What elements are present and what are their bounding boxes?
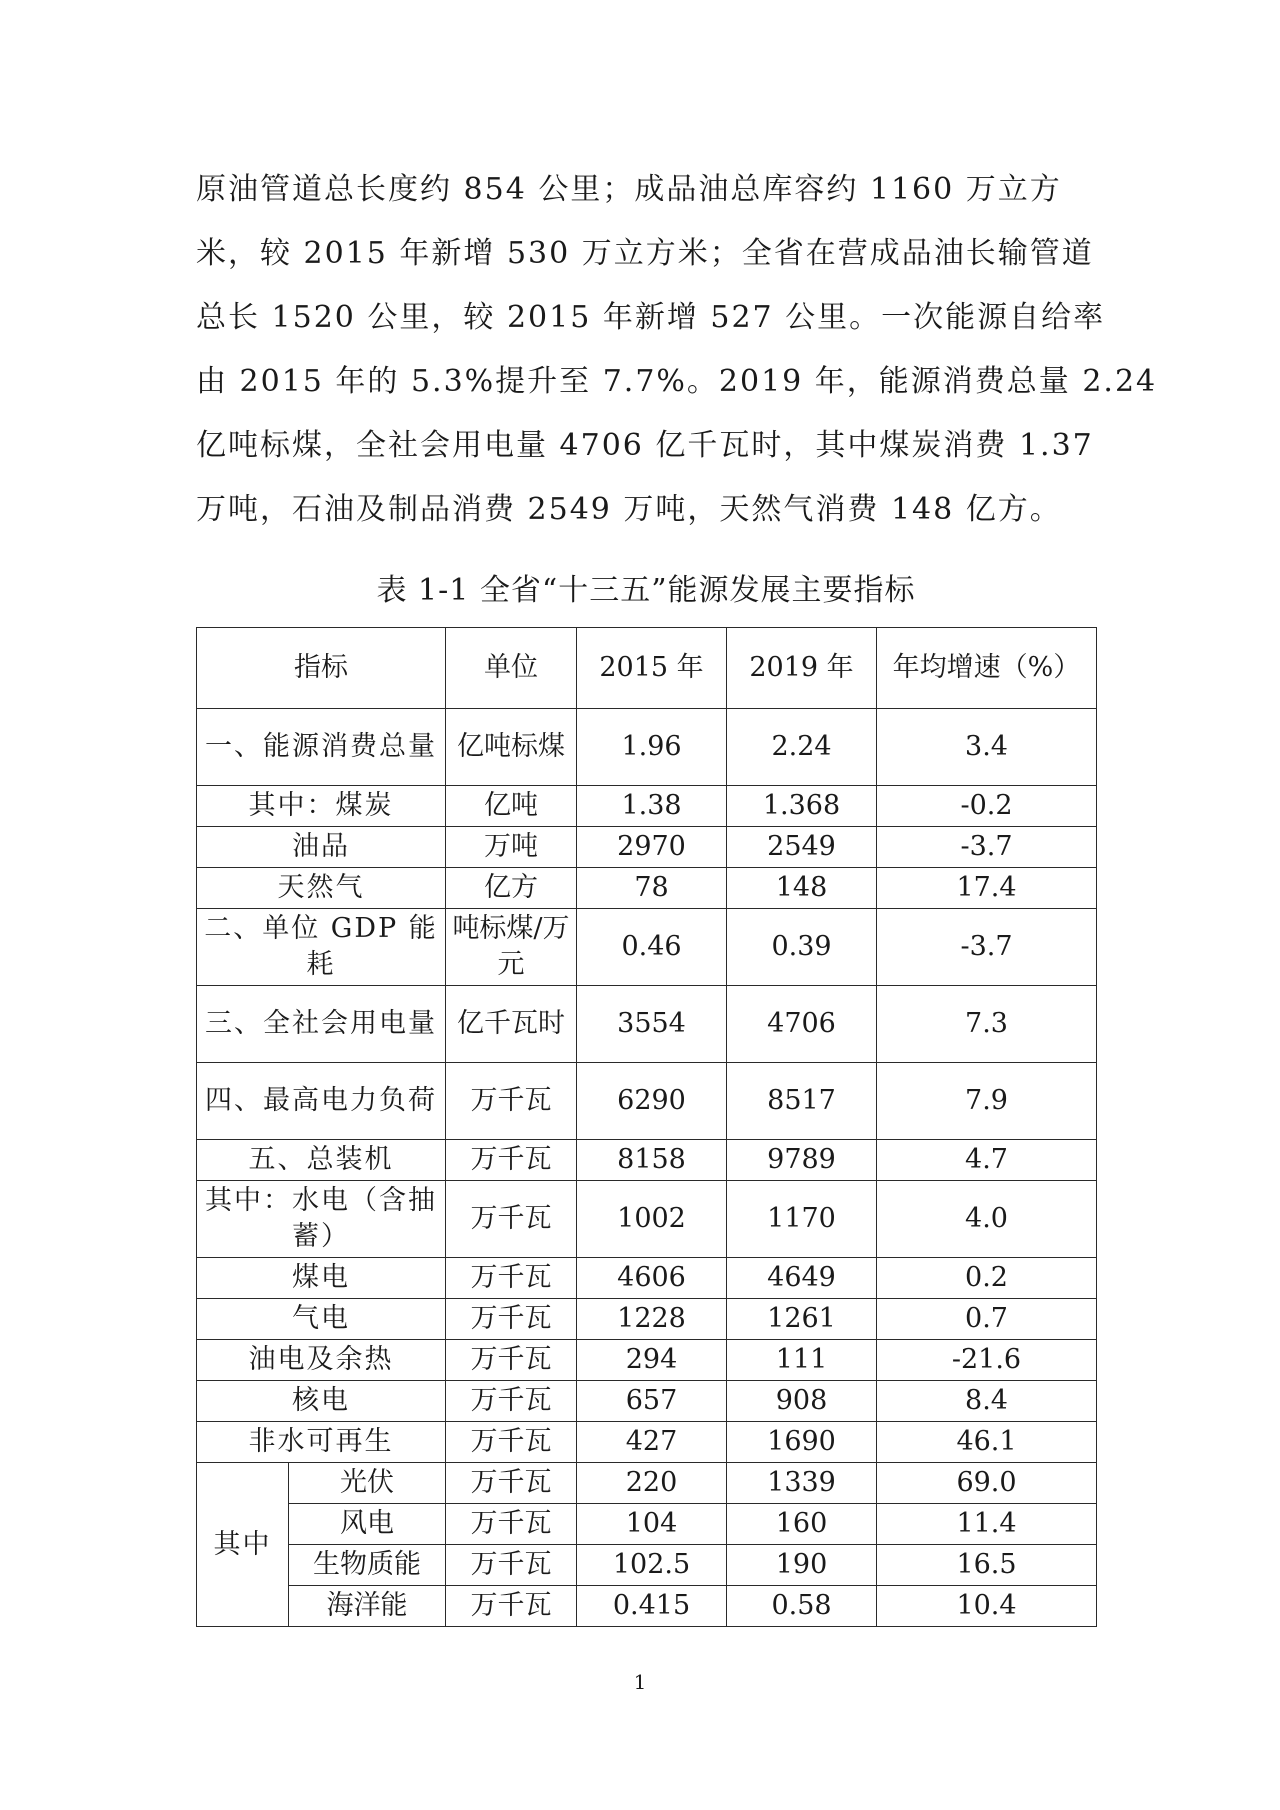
row-growth: -0.2 [877,786,1097,827]
row-name: 油电及余热 [197,1340,446,1381]
row-name: 二、单位 GDP 能耗 [197,909,446,986]
row-growth: 0.2 [877,1258,1097,1299]
row-2019: 160 [727,1504,877,1545]
table-row [197,827,1097,868]
row-growth: 8.4 [877,1381,1097,1422]
row-growth: 46.1 [877,1422,1097,1463]
row-growth: 3.4 [877,709,1097,786]
row-name: 气电 [197,1299,446,1340]
row-growth: -21.6 [877,1340,1097,1381]
sub-row-name: 光伏 [289,1463,446,1504]
row-unit: 万千瓦 [446,1545,577,1586]
row-unit: 万千瓦 [446,1381,577,1422]
row-unit: 亿方 [446,868,577,909]
table-row [197,868,1097,909]
row-unit: 万千瓦 [446,1140,577,1181]
row-2015: 1002 [577,1181,727,1258]
row-2015: 1228 [577,1299,727,1340]
row-unit: 万千瓦 [446,1299,577,1340]
row-name: 天然气 [197,868,446,909]
paragraph-line: 亿吨标煤，全社会用电量 4706 亿千瓦时，其中煤炭消费 1.37 [196,428,1094,463]
row-2019: 4706 [727,986,877,1063]
row-name: 煤电 [197,1258,446,1299]
row-growth: 0.7 [877,1299,1097,1340]
sub-group-label: 其中 [197,1463,289,1627]
page-number: 1 [633,1670,647,1694]
row-2015: 8158 [577,1140,727,1181]
row-growth: 10.4 [877,1586,1097,1627]
row-unit: 亿吨 [446,786,577,827]
row-name: 一、能源消费总量 [197,709,446,786]
row-growth: 16.5 [877,1545,1097,1586]
row-2019: 1170 [727,1181,877,1258]
table-row [197,1299,1097,1340]
row-2019: 148 [727,868,877,909]
row-2015: 427 [577,1422,727,1463]
row-unit: 亿吨标煤 [446,709,577,786]
table-row [197,1181,1097,1258]
row-growth: 11.4 [877,1504,1097,1545]
row-2019: 1261 [727,1299,877,1340]
table-row [197,1063,1097,1140]
table-header-row [197,628,1097,709]
row-2015: 0.46 [577,909,727,986]
table-row [197,1381,1097,1422]
row-2015: 657 [577,1381,727,1422]
row-unit: 万千瓦 [446,1422,577,1463]
header-indicator: 指标 [197,628,446,709]
row-name: 三、全社会用电量 [197,986,446,1063]
row-growth: 4.7 [877,1140,1097,1181]
sub-row-name: 生物质能 [289,1545,446,1586]
row-2015: 294 [577,1340,727,1381]
row-unit: 万千瓦 [446,1463,577,1504]
row-growth: 4.0 [877,1181,1097,1258]
row-growth: 7.3 [877,986,1097,1063]
row-unit: 万千瓦 [446,1181,577,1258]
table-row [197,786,1097,827]
table-row [197,1340,1097,1381]
row-2019: 4649 [727,1258,877,1299]
table-row [197,986,1097,1063]
row-2019: 2549 [727,827,877,868]
row-2019: 8517 [727,1063,877,1140]
table-row [197,1586,1097,1627]
table-row [197,909,1097,986]
paragraph-line: 原油管道总长度约 854 公里；成品油总库容约 1160 万立方 [196,172,1062,207]
row-unit: 万吨 [446,827,577,868]
row-growth: 17.4 [877,868,1097,909]
row-2015: 1.96 [577,709,727,786]
row-2019: 1.368 [727,786,877,827]
row-2019: 9789 [727,1140,877,1181]
header-growth: 年均增速（%） [877,628,1097,709]
sub-row-name: 风电 [289,1504,446,1545]
row-2015: 220 [577,1463,727,1504]
row-unit: 万千瓦 [446,1586,577,1627]
row-growth: -3.7 [877,827,1097,868]
header-2015: 2015 年 [577,628,727,709]
row-growth: -3.7 [877,909,1097,986]
row-2019: 0.39 [727,909,877,986]
row-unit: 万千瓦 [446,1504,577,1545]
paragraph-line: 万吨，石油及制品消费 2549 万吨，天然气消费 148 亿方。 [196,492,1062,527]
row-2019: 111 [727,1340,877,1381]
table-row [197,1422,1097,1463]
body-paragraph [196,158,1158,542]
row-name: 四、最高电力负荷 [197,1063,446,1140]
row-unit: 万千瓦 [446,1258,577,1299]
row-2015: 2970 [577,827,727,868]
row-2015: 0.415 [577,1586,727,1627]
energy-indicators-table [196,627,1097,1627]
row-2019: 190 [727,1545,877,1586]
table-row [197,1545,1097,1586]
row-name: 其中：水电（含抽蓄） [197,1181,446,1258]
row-name: 五、总装机 [197,1140,446,1181]
row-name: 非水可再生 [197,1422,446,1463]
table-row [197,1258,1097,1299]
row-unit: 亿千瓦时 [446,986,577,1063]
table-row [197,1463,1097,1504]
table-row [197,709,1097,786]
table-row [197,1504,1097,1545]
row-2015: 102.5 [577,1545,727,1586]
row-2015: 104 [577,1504,727,1545]
paragraph-line: 由 2015 年的 5.3%提升至 7.7%。2019 年，能源消费总量 2.24 [196,364,1158,399]
sub-row-name: 海洋能 [289,1586,446,1627]
row-unit: 万千瓦 [446,1340,577,1381]
row-name: 油品 [197,827,446,868]
header-2019: 2019 年 [727,628,877,709]
row-2019: 1339 [727,1463,877,1504]
row-2019: 0.58 [727,1586,877,1627]
row-unit: 万千瓦 [446,1063,577,1140]
row-growth: 69.0 [877,1463,1097,1504]
header-unit: 单位 [446,628,577,709]
row-2019: 2.24 [727,709,877,786]
row-2015: 3554 [577,986,727,1063]
row-name: 其中：煤炭 [197,786,446,827]
table-row [197,1140,1097,1181]
row-2019: 908 [727,1381,877,1422]
row-2015: 4606 [577,1258,727,1299]
paragraph-line: 总长 1520 公里，较 2015 年新增 527 公里。一次能源自给率 [196,300,1106,335]
row-name: 核电 [197,1381,446,1422]
row-2015: 6290 [577,1063,727,1140]
row-unit: 吨标煤/万元 [446,909,577,986]
row-2019: 1690 [727,1422,877,1463]
row-2015: 78 [577,868,727,909]
paragraph-line: 米，较 2015 年新增 530 万立方米；全省在营成品油长输管道 [196,236,1094,271]
table-caption: 表 1-1 全省“十三五”能源发展主要指标 [376,573,916,608]
row-2015: 1.38 [577,786,727,827]
row-growth: 7.9 [877,1063,1097,1140]
